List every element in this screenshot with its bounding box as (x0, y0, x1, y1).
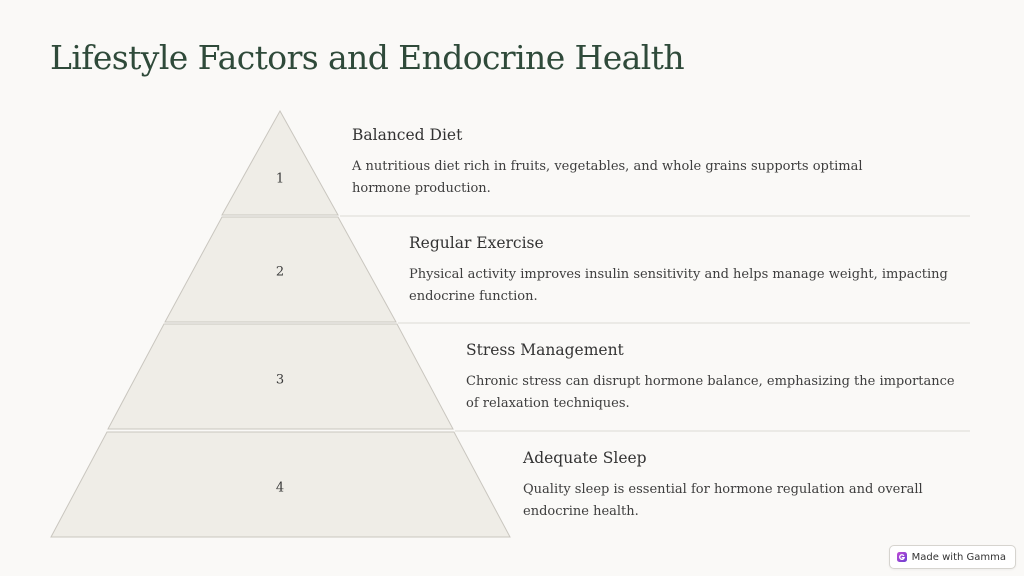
tier-number-1: 1 (275, 171, 285, 187)
tier-item-3 (466, 341, 955, 415)
tier-description-4: Quality sleep is essential for hormone regulation and overall endocrine health. (523, 482, 923, 519)
tier-number-3: 3 (275, 372, 285, 388)
tier-description-2: Physical activity improves insulin sensitivity and helps manage weight, impacting endocrine function. (409, 267, 948, 304)
tier-description-3: Chronic stress can disrupt hormone balance, emphasizing the importance of relaxation techniques. (466, 374, 955, 411)
tier-heading-4: Adequate Sleep (523, 449, 647, 467)
tier-item-4 (523, 449, 993, 523)
made-with-gamma-badge[interactable] (889, 545, 1016, 569)
tier-item-2 (409, 234, 948, 308)
tier-heading-2: Regular Exercise (409, 234, 544, 252)
tier-heading-3: Stress Management (466, 341, 624, 359)
tier-description-1: A nutritious diet rich in fruits, vegetables, and whole grains supports optimal hormone production. (352, 159, 863, 196)
gamma-logo-icon (897, 552, 907, 562)
pyramid-tier-1 (222, 111, 338, 215)
tier-item-1 (352, 126, 863, 200)
tier-heading-1: Balanced Diet (352, 126, 463, 144)
tier-number-2: 2 (275, 264, 285, 280)
page-title: Lifestyle Factors and Endocrine Health (50, 38, 684, 77)
tier-number-4: 4 (275, 480, 285, 496)
badge-label: Made with Gamma (911, 551, 1006, 563)
